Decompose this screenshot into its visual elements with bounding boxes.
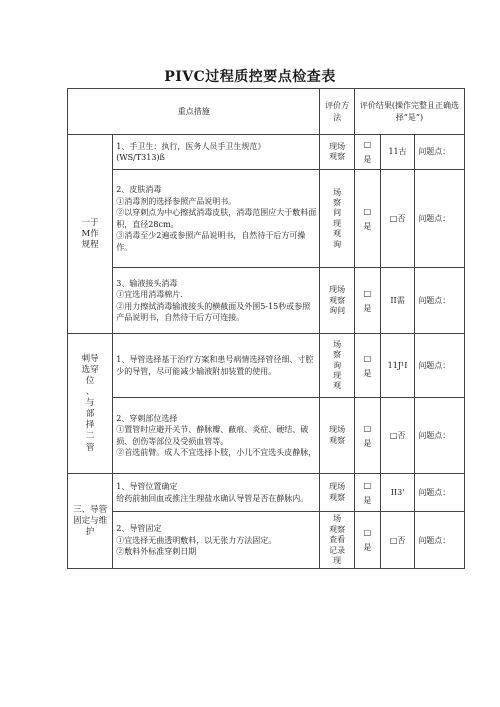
yes-label: 是	[363, 155, 372, 165]
method-text: 现场	[329, 425, 346, 435]
method-text: 现	[333, 555, 342, 565]
method-cell	[320, 334, 355, 398]
measure-text: ②以穿刺点为中心擦拭消毒皮肤，消毒范围应大于敷料面积，直径28cm。	[116, 208, 317, 229]
category-text: 刺导	[81, 354, 99, 365]
measure-cell	[113, 398, 320, 474]
method-text: 观察	[329, 435, 346, 445]
method-cell	[320, 268, 355, 334]
checklist-table	[67, 88, 465, 569]
measure-title: 1、导管位置确定	[116, 482, 178, 492]
header-measures: 重点措施	[68, 89, 320, 135]
yes-label: 是	[363, 495, 372, 505]
category-text: 护	[85, 526, 95, 537]
category-text: 选穿	[81, 365, 99, 376]
category-text: 管	[85, 442, 95, 453]
yes-checkbox[interactable]	[354, 170, 380, 268]
method-text: 询	[333, 239, 342, 249]
checkbox-icon[interactable]: □	[363, 423, 372, 433]
result-value[interactable]: 11J¹I	[380, 334, 415, 398]
method-text: 观察	[329, 492, 346, 502]
measure-text: ②用力擦拭消毒输液接头的横截面及外围5-15秒或参照产品说明书，自然待干后方可连接。	[116, 301, 311, 323]
method-text: 现场	[329, 285, 346, 295]
category-cell	[68, 474, 113, 569]
yes-checkbox[interactable]	[354, 268, 380, 334]
measure-text: ①宜选用消毒棉片.	[116, 290, 183, 300]
measure-cell	[113, 512, 320, 569]
measure-text: ②首选前臂。成人不宜选择卜肢，小儿不宜选头皮静脉，	[116, 448, 317, 458]
measure-text: ①置管时应避开关节、静脉瓣、蔽痕、炎症、硬结、破损、创伤等部位及受损血管等。	[116, 425, 309, 446]
yes-label: 是	[363, 543, 372, 553]
result-value[interactable]: 11古	[380, 135, 415, 170]
measure-text: ①宜选择无曲透明敷料，以无张力方法固定。	[116, 535, 277, 545]
category-text: M作	[81, 228, 99, 239]
problem-note[interactable]: 问题点：	[415, 398, 465, 474]
yes-label: 是	[363, 438, 372, 448]
method-cell	[320, 512, 355, 569]
measure-cell	[113, 170, 320, 268]
measure-text: ①消毒剂的选择参照产品说明书。	[116, 196, 237, 206]
measure-text: (WS/T313)ß	[116, 153, 165, 163]
method-text: 观察	[329, 295, 346, 305]
measure-title: 3、输液接头消毒	[116, 278, 178, 288]
category-text: 三、导管	[73, 504, 108, 515]
method-text: 观察	[329, 152, 346, 162]
result-value[interactable]: □否	[380, 512, 415, 569]
category-text: 一于	[81, 217, 99, 228]
method-text: 察	[333, 350, 342, 360]
yes-checkbox[interactable]	[354, 398, 380, 474]
method-text: 问	[333, 208, 342, 218]
checkbox-icon[interactable]: □	[363, 480, 372, 490]
header-row	[68, 89, 465, 135]
result-value[interactable]: □否	[380, 170, 415, 268]
category-text: 、	[85, 387, 95, 398]
method-text: 场	[333, 339, 342, 349]
category-text: 择	[85, 420, 95, 431]
measure-cell	[113, 268, 320, 334]
measure-cell	[113, 474, 320, 512]
category-text: 固定与维	[73, 515, 108, 526]
measure-text: 给药前抽回血或推注生理盐水确认导管是否在静脉内。	[116, 493, 309, 503]
method-text: 场	[333, 187, 342, 197]
measure-title: 1、手卫生：执行，医务人员手卫生规范》	[116, 141, 266, 151]
measure-cell	[113, 334, 320, 398]
checklist-row	[68, 268, 465, 334]
problem-note[interactable]: 问题点：	[415, 334, 465, 398]
checkbox-icon[interactable]: □	[363, 140, 372, 149]
method-text: 询	[333, 360, 342, 370]
page-title: PIVC过程质控要点检查表	[164, 69, 336, 85]
measure-title: 2、穿刺部位选择	[116, 413, 178, 423]
checklist-row	[68, 170, 465, 268]
method-text: 现场	[329, 482, 346, 492]
category-text: 规程	[81, 239, 99, 250]
checklist-row	[68, 398, 465, 474]
checklist-row	[68, 474, 465, 512]
yes-checkbox[interactable]	[354, 512, 380, 569]
measure-text: ③消毒至少2遍或参照产品说明书，自然待干后方可操作。	[116, 231, 306, 253]
yes-checkbox[interactable]	[354, 135, 380, 170]
method-cell	[320, 170, 355, 268]
method-text: 场	[333, 514, 342, 524]
method-text: 现	[333, 218, 342, 228]
method-cell	[320, 135, 355, 170]
problem-note[interactable]: 问题点：	[415, 474, 465, 512]
header-result: 评价结果(操作完整且正确选择“是”)	[354, 89, 464, 135]
method-text: 察	[333, 198, 342, 208]
yes-checkbox[interactable]	[354, 334, 380, 398]
method-cell	[320, 474, 355, 512]
category-text: 二	[85, 431, 95, 442]
method-text: 现	[333, 371, 342, 381]
checklist-row	[68, 135, 465, 170]
result-value[interactable]: II3'	[380, 474, 415, 512]
result-value[interactable]: II需	[380, 268, 415, 334]
checklist-body	[68, 89, 465, 569]
method-text: 现场	[329, 141, 346, 151]
category-cell	[68, 334, 113, 474]
checkbox-icon[interactable]: □	[363, 353, 372, 363]
problem-note[interactable]: 问题点：	[415, 135, 465, 170]
checklist-row	[68, 512, 465, 569]
header-method: 评价方法	[320, 89, 355, 135]
problem-note[interactable]: 问题点：	[415, 512, 465, 569]
measure-title: 1、导管选择基于治疗方案和患号病情选择管径细、寸腔少的导管，尽可能减少输液附加装置的使用。	[116, 355, 314, 376]
method-text: 查看	[329, 535, 346, 545]
method-cell	[320, 398, 355, 474]
method-text: 询问	[329, 306, 346, 316]
result-value[interactable]: □否	[380, 398, 415, 474]
method-text: 观	[333, 229, 342, 239]
category-text: 与	[85, 398, 95, 409]
measure-cell	[113, 135, 320, 170]
category-text: 部	[85, 409, 95, 420]
method-text: 记录	[329, 545, 346, 555]
category-cell	[68, 135, 113, 334]
yes-label: 是	[363, 221, 372, 231]
checklist-row	[68, 334, 465, 398]
problem-note[interactable]: 问题点：	[415, 268, 465, 334]
category-text: 位	[85, 376, 95, 387]
yes-label: 是	[363, 303, 372, 313]
checkbox-icon[interactable]: □	[363, 528, 372, 538]
method-text: 观察	[329, 524, 346, 534]
problem-note[interactable]: 问题点：	[415, 170, 465, 268]
checkbox-icon[interactable]: □	[363, 206, 372, 216]
measure-text: ②敷料外标准穿刺日期	[116, 547, 197, 557]
yes-checkbox[interactable]	[354, 474, 380, 512]
method-text: 观	[333, 381, 342, 391]
measure-title: 2、皮肤消毒	[116, 185, 162, 195]
checkbox-icon[interactable]: □	[363, 288, 372, 298]
yes-label: 是	[363, 368, 372, 378]
measure-title: 2、导管固定	[116, 523, 162, 533]
